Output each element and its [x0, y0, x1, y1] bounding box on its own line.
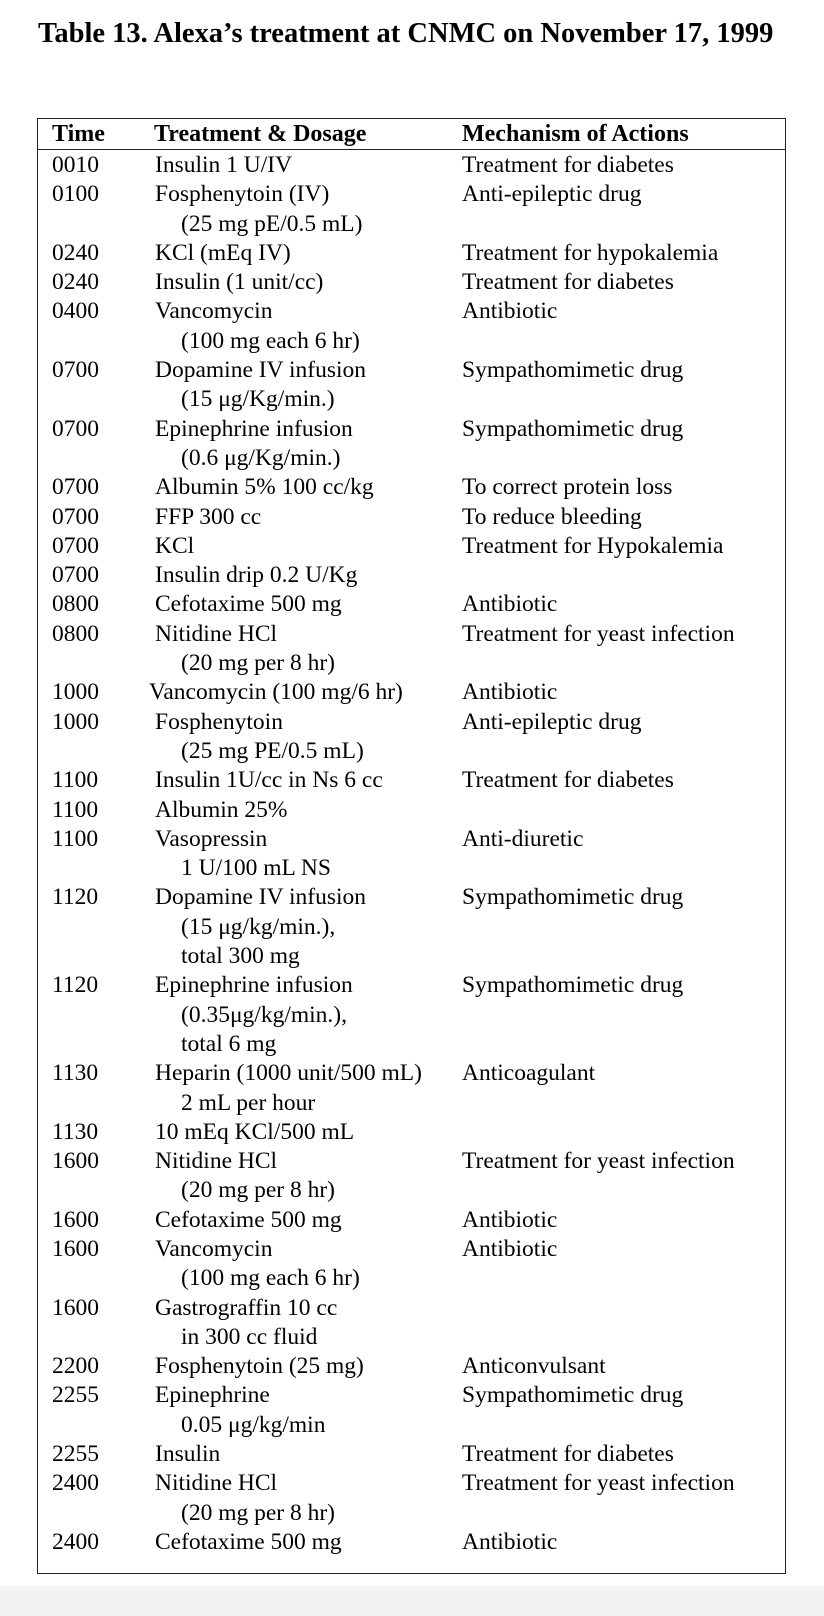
treatment-dosage: (20 mg per 8 hr)	[181, 650, 336, 677]
treatment-dosage: (15 μg/kg/min.),	[181, 913, 336, 940]
treatment-cell	[155, 590, 460, 619]
time-cell: 0700	[52, 357, 99, 384]
treatment-cell	[155, 971, 460, 1059]
time-cell: 2200	[52, 1353, 99, 1380]
treatment-cell	[155, 1440, 460, 1469]
mechanism-cell: Antibiotic	[462, 591, 558, 618]
header-divider	[38, 149, 785, 150]
table-row	[38, 1352, 785, 1381]
mechanism-cell: Treatment for hypokalemia	[462, 239, 719, 266]
time-cell: 1100	[52, 767, 99, 794]
treatment-dosage: (20 mg per 8 hr)	[181, 1499, 336, 1526]
treatment-cell	[155, 473, 460, 502]
treatment-name: Insulin 1U/cc in Ns 6 cc	[155, 767, 383, 794]
treatment-name: Epinephrine infusion	[155, 415, 353, 442]
table-row	[38, 356, 785, 415]
mechanism-cell: Sympathomimetic drug	[462, 972, 684, 999]
table-row	[38, 1528, 785, 1557]
mechanism-cell: To reduce bleeding	[462, 503, 642, 530]
table-row	[38, 1381, 785, 1440]
treatment-name: Epinephrine	[155, 1382, 270, 1409]
treatment-dosage: (15 μg/Kg/min.)	[181, 386, 335, 413]
treatment-name: Cefotaxime 500 mg	[155, 591, 342, 618]
table-row	[38, 1235, 785, 1294]
table-row	[38, 708, 785, 767]
time-cell: 1600	[52, 1235, 99, 1262]
table-row	[38, 1469, 785, 1528]
mechanism-cell: Sympathomimetic drug	[462, 1382, 684, 1409]
treatment-cell	[155, 151, 460, 180]
time-cell: 0700	[52, 532, 99, 559]
treatment-cell	[155, 180, 460, 239]
mechanism-cell: Treatment for diabetes	[462, 152, 674, 178]
table-row	[38, 1206, 785, 1235]
mechanism-cell: Antibiotic	[462, 1528, 558, 1555]
table-row	[38, 473, 785, 502]
header-time: Time	[52, 121, 105, 147]
mechanism-cell: Sympathomimetic drug	[462, 884, 684, 911]
treatment-name: Cefotaxime 500 mg	[155, 1528, 342, 1555]
table-row	[38, 1294, 785, 1353]
treatment-name: Insulin 1 U/IV	[155, 152, 293, 178]
table-row	[38, 503, 785, 532]
table-row	[38, 620, 785, 679]
time-cell: 2400	[52, 1470, 99, 1497]
time-cell: 0700	[52, 503, 99, 530]
treatment-dosage: 2 mL per hour	[181, 1089, 316, 1116]
mechanism-cell: Treatment for yeast infection	[462, 1148, 735, 1175]
treatment-name: Dopamine IV infusion	[155, 884, 367, 911]
treatment-dosage: (20 mg per 8 hr)	[181, 1177, 336, 1204]
time-cell: 1130	[52, 1118, 99, 1145]
time-cell: 0700	[52, 474, 99, 501]
treatment-cell	[155, 239, 460, 268]
treatment-cell	[155, 1235, 460, 1294]
table-row	[38, 415, 785, 474]
treatment-name: Gastrograffin 10 cc	[155, 1294, 338, 1321]
treatment-name: Albumin 25%	[155, 796, 288, 823]
treatment-name: KCl	[155, 532, 195, 559]
treatment-cell	[155, 297, 460, 356]
table-row	[38, 561, 785, 590]
treatment-name: Fosphenytoin (25 mg)	[155, 1353, 364, 1380]
treatment-cell	[155, 415, 460, 474]
time-cell: 1100	[52, 796, 99, 823]
time-cell: 0700	[52, 562, 99, 589]
treatment-name: FFP 300 cc	[155, 503, 262, 530]
treatment-name: Albumin 5% 100 cc/kg	[155, 474, 374, 501]
treatment-dosage: (0.35μg/kg/min.),	[181, 1001, 347, 1028]
time-cell: 0700	[52, 415, 99, 442]
treatment-name: 10 mEq KCl/500 mL	[155, 1118, 355, 1145]
time-cell: 0240	[52, 269, 99, 296]
treatment-cell	[155, 1294, 460, 1353]
time-cell: 1120	[52, 972, 99, 999]
time-cell: 1120	[52, 884, 99, 911]
treatment-cell	[155, 766, 460, 795]
header-treatment: Treatment & Dosage	[154, 121, 367, 147]
treatment-cell	[155, 796, 460, 825]
treatment-dosage: total 6 mg	[181, 1030, 277, 1057]
table-body	[38, 151, 785, 1557]
table-row	[38, 883, 785, 971]
mechanism-cell: Treatment for diabetes	[462, 269, 674, 296]
mechanism-cell: Sympathomimetic drug	[462, 357, 684, 384]
time-cell: 1600	[52, 1206, 99, 1233]
treatment-name: Nitidine HCl	[155, 1148, 278, 1175]
time-cell: 0100	[52, 181, 99, 208]
mechanism-cell: Treatment for Hypokalemia	[462, 532, 724, 559]
mechanism-cell: Antibiotic	[462, 679, 558, 706]
table-row	[38, 1118, 785, 1147]
time-cell: 0800	[52, 591, 99, 618]
time-cell: 1130	[52, 1060, 99, 1087]
header-mechanism: Mechanism of Actions	[462, 121, 689, 147]
treatment-dosage: total 300 mg	[181, 943, 300, 970]
time-cell: 1000	[52, 708, 99, 735]
table-row	[38, 268, 785, 297]
treatment-dosage: (25 mg PE/0.5 mL)	[181, 737, 364, 764]
table-row	[38, 1147, 785, 1206]
table-row	[38, 796, 785, 825]
treatment-cell	[155, 1147, 460, 1206]
treatment-cell	[155, 1059, 460, 1118]
treatment-name: Dopamine IV infusion	[155, 357, 367, 384]
table-row	[38, 766, 785, 795]
treatment-name: Vancomycin	[155, 298, 273, 325]
treatment-name: Vancomycin	[155, 1235, 273, 1262]
treatment-cell	[155, 268, 460, 297]
treatment-cell	[155, 708, 460, 767]
treatment-name: Heparin (1000 unit/500 mL)	[155, 1060, 422, 1087]
treatment-cell	[155, 503, 460, 532]
treatment-dosage: (100 mg each 6 hr)	[181, 1265, 360, 1292]
mechanism-cell: Antibiotic	[462, 1206, 558, 1233]
time-cell: 2255	[52, 1441, 99, 1468]
table-row	[38, 825, 785, 884]
table-row	[38, 1440, 785, 1469]
treatment-dosage: (25 mg pE/0.5 mL)	[181, 210, 363, 237]
treatment-dosage: 1 U/100 mL NS	[181, 855, 331, 882]
mechanism-cell: Antibiotic	[462, 1235, 558, 1262]
treatment-name: KCl (mEq IV)	[155, 239, 291, 266]
time-cell: 1100	[52, 825, 99, 852]
mechanism-cell: Anticoagulant	[462, 1060, 596, 1087]
time-cell: 2400	[52, 1528, 99, 1555]
treatment-dosage: (0.6 μg/Kg/min.)	[181, 444, 341, 471]
time-cell: 1600	[52, 1294, 99, 1321]
page-bottom-edge	[0, 1586, 824, 1616]
treatment-cell	[155, 532, 460, 561]
treatment-cell	[155, 1381, 460, 1440]
table-title: Table 13. Alexa’s treatment at CNMC on November 17, 1999	[38, 18, 774, 49]
time-cell: 1600	[52, 1148, 99, 1175]
treatment-name: Fosphenytoin (IV)	[155, 181, 330, 208]
table-row	[38, 180, 785, 239]
time-cell: 1000	[52, 679, 99, 706]
treatment-cell	[155, 561, 460, 590]
mechanism-cell: Treatment for yeast infection	[462, 1470, 735, 1497]
mechanism-cell: Anti-epileptic drug	[462, 708, 642, 735]
treatment-cell	[155, 1469, 460, 1528]
table-row	[38, 590, 785, 619]
treatment-cell	[155, 883, 460, 971]
table-row	[38, 678, 785, 707]
table-row	[38, 532, 785, 561]
time-cell: 0240	[52, 239, 99, 266]
treatment-cell	[155, 825, 460, 884]
treatment-name: Cefotaxime 500 mg	[155, 1206, 342, 1233]
treatment-name: Insulin (1 unit/cc)	[155, 269, 324, 296]
treatment-cell	[155, 356, 460, 415]
treatment-dosage: in 300 cc fluid	[181, 1323, 318, 1350]
time-cell: 0800	[52, 620, 99, 647]
table-row	[38, 151, 785, 180]
mechanism-cell: To correct protein loss	[462, 474, 673, 501]
treatment-cell	[149, 678, 479, 707]
mechanism-cell: Treatment for diabetes	[462, 1441, 674, 1468]
treatment-dosage: 0.05 μg/kg/min	[181, 1411, 326, 1438]
time-cell: 0010	[52, 152, 99, 178]
treatment-cell	[155, 1528, 460, 1557]
treatment-table	[37, 118, 786, 1574]
treatment-name: Nitidine HCl	[155, 1470, 278, 1497]
treatment-name: Insulin	[155, 1441, 221, 1468]
time-cell: 2255	[52, 1382, 99, 1409]
mechanism-cell: Anti-diuretic	[462, 825, 584, 852]
table-row	[38, 297, 785, 356]
treatment-cell	[155, 620, 460, 679]
treatment-dosage: (100 mg each 6 hr)	[181, 327, 360, 354]
mechanism-cell: Treatment for diabetes	[462, 767, 674, 794]
treatment-name: Vasopressin	[155, 825, 268, 852]
table-row	[38, 971, 785, 1059]
treatment-name: Epinephrine infusion	[155, 972, 353, 999]
mechanism-cell: Anticonvulsant	[462, 1353, 606, 1380]
table-row	[38, 239, 785, 268]
treatment-name: Insulin drip 0.2 U/Kg	[155, 562, 358, 589]
treatment-name: Fosphenytoin	[155, 708, 283, 735]
table-row	[38, 1059, 785, 1118]
treatment-cell	[155, 1118, 460, 1147]
mechanism-cell: Anti-epileptic drug	[462, 181, 642, 208]
treatment-name: Nitidine HCl	[155, 620, 278, 647]
mechanism-cell: Antibiotic	[462, 298, 558, 325]
treatment-cell	[155, 1352, 460, 1381]
mechanism-cell: Treatment for yeast infection	[462, 620, 735, 647]
mechanism-cell: Sympathomimetic drug	[462, 415, 684, 442]
time-cell: 0400	[52, 298, 99, 325]
treatment-name: Vancomycin (100 mg/6 hr)	[149, 679, 403, 706]
treatment-cell	[155, 1206, 460, 1235]
